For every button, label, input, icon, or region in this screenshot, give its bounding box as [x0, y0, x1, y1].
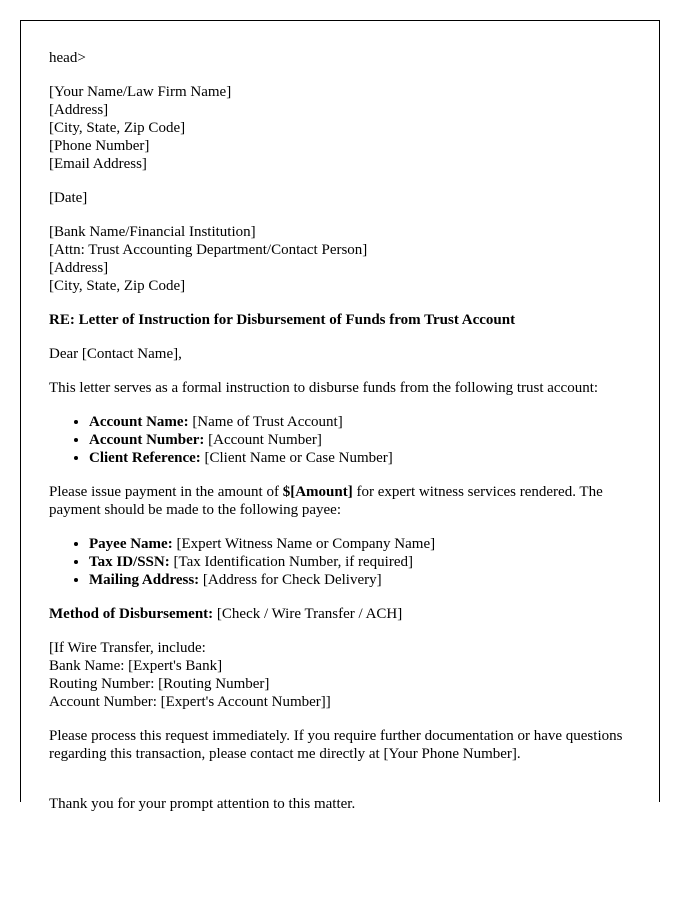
head-fragment: head>: [49, 50, 86, 66]
wire-block: [49, 639, 629, 711]
recipient-address: [Address]: [49, 260, 109, 276]
tax-id-label: Tax ID/SSN:: [89, 554, 170, 570]
list-item: [89, 535, 629, 553]
payee-list: [49, 535, 629, 589]
closing-paragraph: Please process this request immediately. If you require further documentation or have questions regarding this transaction, please contact me directly at [Your Phone Number].: [49, 728, 623, 762]
client-reference-label: Client Reference:: [89, 450, 201, 466]
account-number-value: [Account Number]: [208, 432, 322, 448]
method-value: [Check / Wire Transfer / ACH]: [216, 606, 403, 622]
wire-bank-name: Bank Name: [Expert's Bank]: [49, 658, 223, 674]
cutoff-text: Thank you for your prompt attention to this matter.: [49, 796, 356, 812]
letter-content: [49, 49, 629, 779]
recipient-city-state-zip: [City, State, Zip Code]: [49, 278, 186, 294]
account-number-label: Account Number:: [89, 432, 205, 448]
subject-text: RE: Letter of Instruction for Disbursement of Funds from Trust Account: [49, 312, 516, 328]
recipient-attn: [Attn: Trust Accounting Department/Contact Person]: [49, 242, 368, 258]
salutation: Dear [Contact Name],: [49, 346, 182, 362]
list-item: [89, 413, 629, 431]
payment-paragraph: [49, 483, 629, 519]
payee-name-value: [Expert Witness Name or Company Name]: [176, 536, 436, 552]
account-name-value: [Name of Trust Account]: [192, 414, 343, 430]
payment-amount: $[Amount]: [282, 484, 353, 500]
sender-phone: [Phone Number]: [49, 138, 150, 154]
list-item: [89, 449, 629, 467]
wire-account-number: Account Number: [Expert's Account Number]]: [49, 694, 331, 710]
mailing-address-value: [Address for Check Delivery]: [202, 572, 382, 588]
method-paragraph: [49, 605, 629, 623]
sender-email: [Email Address]: [49, 156, 147, 172]
client-reference-value: [Client Name or Case Number]: [204, 450, 393, 466]
tax-id-value: [Tax Identification Number, if required]: [173, 554, 413, 570]
letter-page: [20, 20, 660, 812]
account-list: [49, 413, 629, 467]
recipient-bank: [Bank Name/Financial Institution]: [49, 224, 256, 240]
subject-line: [49, 311, 629, 329]
list-item: [89, 553, 629, 571]
recipient-block: [49, 223, 629, 295]
sender-name: [Your Name/Law Firm Name]: [49, 84, 232, 100]
sender-block: [49, 83, 629, 173]
wire-routing-number: Routing Number: [Routing Number]: [49, 676, 270, 692]
payment-prefix: Please issue payment in the amount of: [49, 484, 279, 500]
wire-line-intro: [If Wire Transfer, include:: [49, 640, 206, 656]
mailing-address-label: Mailing Address:: [89, 572, 200, 588]
list-item: [89, 431, 629, 449]
payment-suffix: for expert witness services rendered. The payment should be made to the following payee:: [49, 484, 603, 518]
list-item: [89, 571, 629, 589]
intro-paragraph: This letter serves as a formal instruction to disburse funds from the following trust account:: [49, 380, 599, 396]
account-name-label: Account Name:: [89, 414, 189, 430]
sender-address: [Address]: [49, 102, 109, 118]
cutoff-text-line: [49, 795, 449, 812]
method-label: Method of Disbursement:: [49, 606, 214, 622]
letter-date: [Date]: [49, 190, 88, 206]
sender-city-state-zip: [City, State, Zip Code]: [49, 120, 186, 136]
payee-name-label: Payee Name:: [89, 536, 173, 552]
